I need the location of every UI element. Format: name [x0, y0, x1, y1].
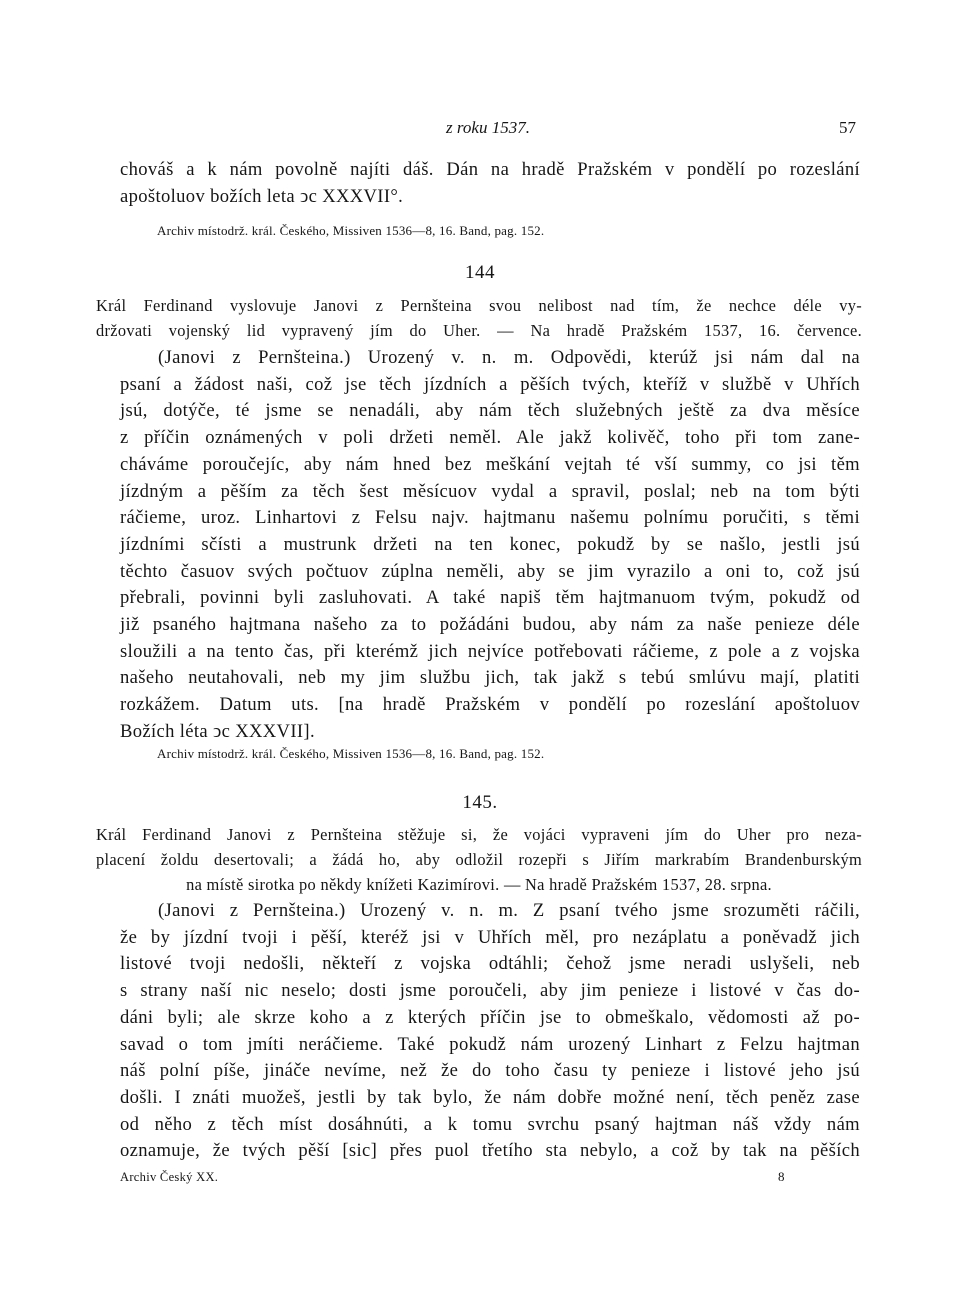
text-line: chováš a k nám povolně najíti dáš. Dán na hradě Pražském v pondělí po rozeslání [120, 159, 860, 180]
text-line: jsú, dotýče, té jsme se nenadáli, aby nám těch služebných ještě za dva měsíce [120, 400, 860, 422]
text-line: dáni byli; ale skrze koho a z kterých příčin jse to obmeškalo, vědomosti až po- [120, 1006, 860, 1028]
summary-line: Král Ferdinand vyslovuje Janovi z Pernšteina svou nelibost nad tím, že nechce déle vy- [96, 296, 862, 315]
sheet-number: 8 [778, 1169, 785, 1184]
running-title: z roku 1537. [446, 118, 530, 137]
archive-note: Archiv místodrž. král. Českého, Missiven 1536—8, 16. Band, pag. 152. [157, 746, 545, 761]
document-number: 145. [462, 792, 498, 813]
text-line: těchto časuov svých počtuov zúplna neměli, aby se jim vyrazilo a oni to, což jsú [120, 560, 860, 582]
text-line: našeho neutahovali, neb my jim službu jich, tak jakž s tebú smlúvu mají, platiti [120, 667, 860, 689]
summary-line: držovati vojenský lid vypravený jím do Uher. — Na hradě Pražském 1537, 16. července. [96, 321, 862, 340]
text-line: náš polní píše, jináče nevíme, než že do toho času ty penieze i listové jeho jsú [120, 1060, 860, 1082]
text-line: z příčin oznámených v poli držeti neměl. Ale jakž kolivěč, toho při tom zane- [120, 427, 860, 449]
text-line: došli. I znáti muožeš, jestli by tak bylo, že nám dobře možné není, těch peněz zase [120, 1086, 860, 1108]
text-line: savad o tom jmíti neráčieme. Také pokudž nám urozený Linhart z Felzu hajtman [120, 1033, 860, 1055]
text-line: ráčieme, uroz. Linhartovi z Felsu najv. hajtmanu našemu polnímu poručiti, s těmi [120, 507, 860, 529]
document-summary [96, 822, 862, 897]
text-line: listové tvoji nedošli, někteří z vojska odtáhli; čehož jsme neradi uslyšeli, neb [120, 953, 860, 975]
top-fragment [120, 157, 860, 210]
footer-signature: Archiv Český XX. [120, 1170, 219, 1184]
text-line: apoštoluov božích leta ↄc XXXVII°. [120, 185, 404, 207]
summary-line: Král Ferdinand Janovi z Pernšteina stěžuje si, že vojáci vypraveni jím do Uher pro neza- [96, 825, 862, 844]
text-line: již psaného hajtmana našeho za to požádáni budou, aby nám za naše penieze déle [120, 614, 860, 636]
text-line: Božích léta ↄc XXXVII]. [120, 720, 315, 742]
document-body [120, 898, 860, 1165]
text-line: sloužili a na tento čas, při kterémž jich nejvíce potřebovati ráčieme, z pole a z vojska [120, 640, 860, 662]
text-line: psaní a žádost naši, což jse těch jízdních a pěších tvých, kteříž v službě v Uhřích [120, 373, 860, 395]
document-summary [96, 293, 862, 343]
page-number: 57 [839, 118, 856, 137]
archive-note: Archiv místodrž. král. Českého, Missiven 1536—8, 16. Band, pag. 152. [157, 223, 545, 238]
text-line: od něho z těch míst dosáhnúti, a k tomu svrchu psaný hajtman náš vždy nám [120, 1113, 860, 1135]
text-line: přebrali, povinni byli zasluhovati. A také napiš těm hajtmanuom tvým, pokudž od [120, 587, 860, 609]
text-line: jízdními sčísti a mustrunk držeti na ten konec, pokudž by se našlo, jestli jsú [120, 533, 860, 555]
document-body [120, 345, 860, 746]
text-line: (Janovi z Pernšteina.) Urozený v. n. m. Z psaní tvého jsme srozuměti ráčili, [158, 900, 860, 921]
text-line: cháváme poroučejíc, aby nám hned bez meškání vejtah té vší summy, co jsi těm [120, 453, 860, 475]
text-line: jízdným a pěším za těch šest měsícuov vydal a spravil, poslal; neb na tom býti [120, 480, 860, 502]
document-number: 144 [465, 262, 495, 283]
text-line: rozkážem. Datum uts. [na hradě Pražském v pondělí po rozeslání apoštoluov [120, 694, 860, 716]
text-line: že by jízdní tvoji i pěší, kteréž jsi v Uhřích měl, pro nezáplatu a poněvadž jich [120, 926, 860, 948]
summary-line: placení žoldu desertovali; a žádá ho, aby odložil rozepři s Jiřím markrabím Brandenburským [96, 850, 862, 869]
page-header [120, 118, 856, 142]
text-line: s strany naší nic neselo; dosti jsme poroučeli, aby jim penieze i listové v čas do- [120, 980, 860, 1002]
text-line: oznamuje, že tvých pěší [sic] přes puol třetího sta nebylo, a což by tak na pěších [120, 1140, 860, 1162]
text-line: (Janovi z Pernšteina.) Urozený v. n. m. Odpovědi, kterúž jsi nám dal na [158, 347, 860, 368]
summary-line: na místě sirotka po někdy knížeti Kazimírovi. — Na hradě Pražském 1537, 28. srpna. [186, 875, 772, 894]
